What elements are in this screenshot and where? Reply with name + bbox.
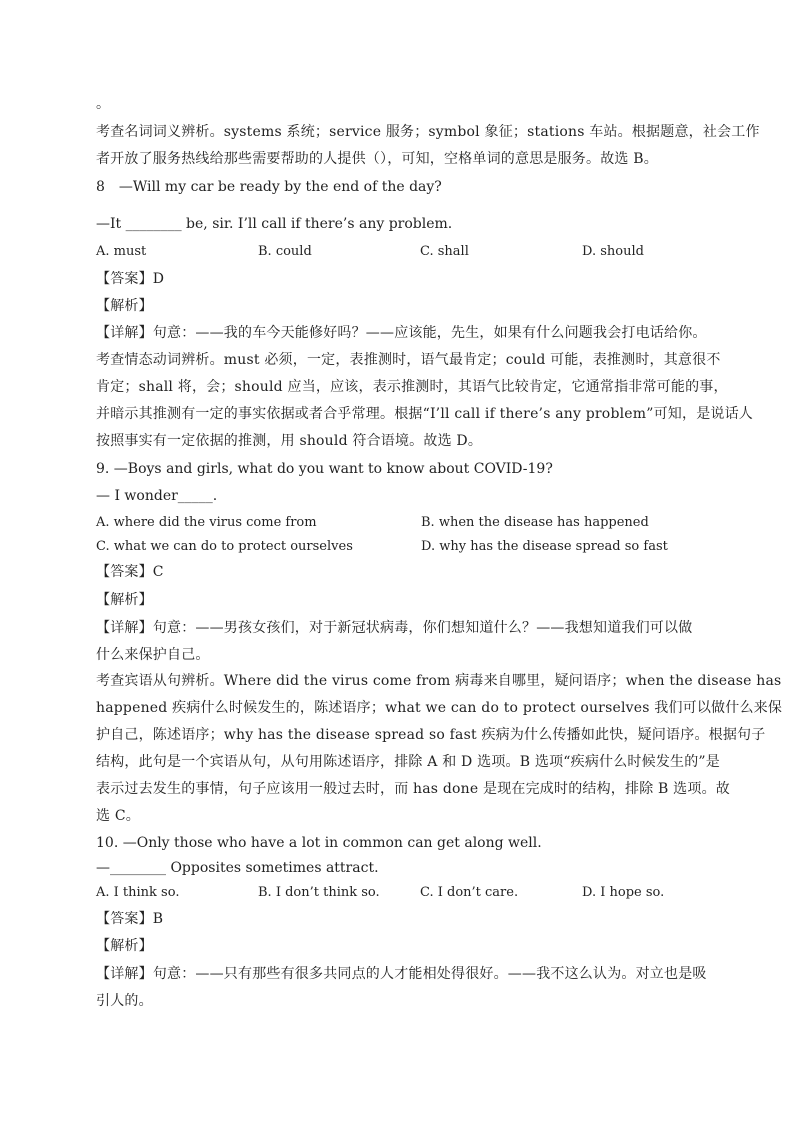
q8-option-c: C. shall (420, 244, 469, 259)
q8-detail-line: 【详解】句意：——我的车今天能修好吗？——应该能，先生，如果有什么问题我会打电话给你。 (96, 325, 707, 341)
q10-option-b: B. I don’t think so. (258, 885, 380, 900)
text-line: 考查名词词义辨析。systems 系统；service 服务；symbol 象征；stations 车站。根据题意，社会工作 (96, 124, 760, 140)
question-8-stem: 8 —Will my car be ready by the end of the day? (96, 179, 442, 195)
q9-detail-line: 【详解】句意：——男孩女孩们，对于新冠状病毒，你们想知道什么？——我想知道我们可以做 (96, 620, 693, 636)
q9-option-a: A. where did the virus come from (96, 515, 317, 530)
q9-option-b: B. when the disease has happened (421, 515, 649, 530)
question-10-stem: 10. —Only those who have a lot in common can get along well. (96, 835, 542, 851)
question-10-blank: —________ Opposites sometimes attract. (96, 860, 379, 876)
q9-detail-line: happened 疾病什么时候发生的，陈述语序；what we can do to protect ourselves 我们可以做什么来保 (96, 700, 783, 716)
q9-detail-line: 表示过去发生的事情，句子应该用一般过去时，而 has done 是现在完成时的结构，排除 B 选项。故 (96, 781, 730, 797)
q8-detail-line: 考查情态动词辨析。must 必须，一定，表推测时，语气最肯定；could 可能，表推测时，其意很不 (96, 352, 721, 368)
q8-analysis-heading: 【解析】 (96, 298, 153, 314)
text-line: 。 (96, 96, 111, 112)
question-8-blank: —It ________ be, sir. I’ll call if there’s any problem. (96, 216, 453, 232)
q9-analysis-heading: 【解析】 (96, 592, 153, 608)
q10-option-c: C. I don’t care. (420, 885, 519, 900)
q9-detail-line: 什么来保护自己。 (96, 647, 210, 663)
q8-answer: 【答案】D (96, 271, 165, 287)
question-9-blank: — I wonder_____. (96, 488, 218, 504)
text-line: 者开放了服务热线给那些需要帮助的人提供（），可知，空格单词的意思是服务。故选 B。 (96, 151, 658, 167)
q8-option-d: D. should (582, 244, 644, 259)
q10-detail-line: 引人的。 (96, 993, 153, 1009)
q9-detail-line: 护自己，陈述语序；why has the disease spread so fast 疾病为什么传播如此快，疑问语序。根据句子 (96, 727, 766, 743)
q8-detail-line: 并暗示其推测有一定的事实依据或者合乎常理。根据“I’ll call if there’s any problem”可知，是说话人 (96, 406, 753, 422)
q10-option-a: A. I think so. (96, 885, 180, 900)
q8-detail-line: 肯定；shall 将，会；should 应当，应该，表示推测时，其语气比较肯定，它通常指非常可能的事， (96, 379, 728, 395)
q9-answer: 【答案】C (96, 564, 164, 580)
q8-option-a: A. must (96, 244, 147, 259)
q9-option-d: D. why has the disease spread so fast (421, 539, 668, 554)
q8-detail-line: 按照事实有一定依据的推测，用 should 符合语境。故选 D。 (96, 433, 483, 449)
question-9-stem: 9. —Boys and girls, what do you want to know about COVID-19? (96, 461, 553, 477)
q8-option-b: B. could (258, 244, 312, 259)
q10-option-d: D. I hope so. (582, 885, 665, 900)
q9-detail-line: 选 C。 (96, 808, 140, 824)
q9-detail-line: 考查宾语从句辨析。Where did the virus come from 病毒来自哪里，疑问语序；when the disease has (96, 673, 782, 689)
q10-answer: 【答案】B (96, 911, 164, 927)
q10-analysis-heading: 【解析】 (96, 938, 153, 954)
q10-detail-line: 【详解】句意：——只有那些有很多共同点的人才能相处得很好。——我不这么认为。对立也是吸 (96, 966, 707, 982)
q9-detail-line: 结构，此句是一个宾语从句，从句用陈述语序，排除 A 和 D 选项。B 选项“疾病什么时候发生的”是 (96, 754, 720, 770)
q9-option-c: C. what we can do to protect ourselves (96, 539, 353, 554)
